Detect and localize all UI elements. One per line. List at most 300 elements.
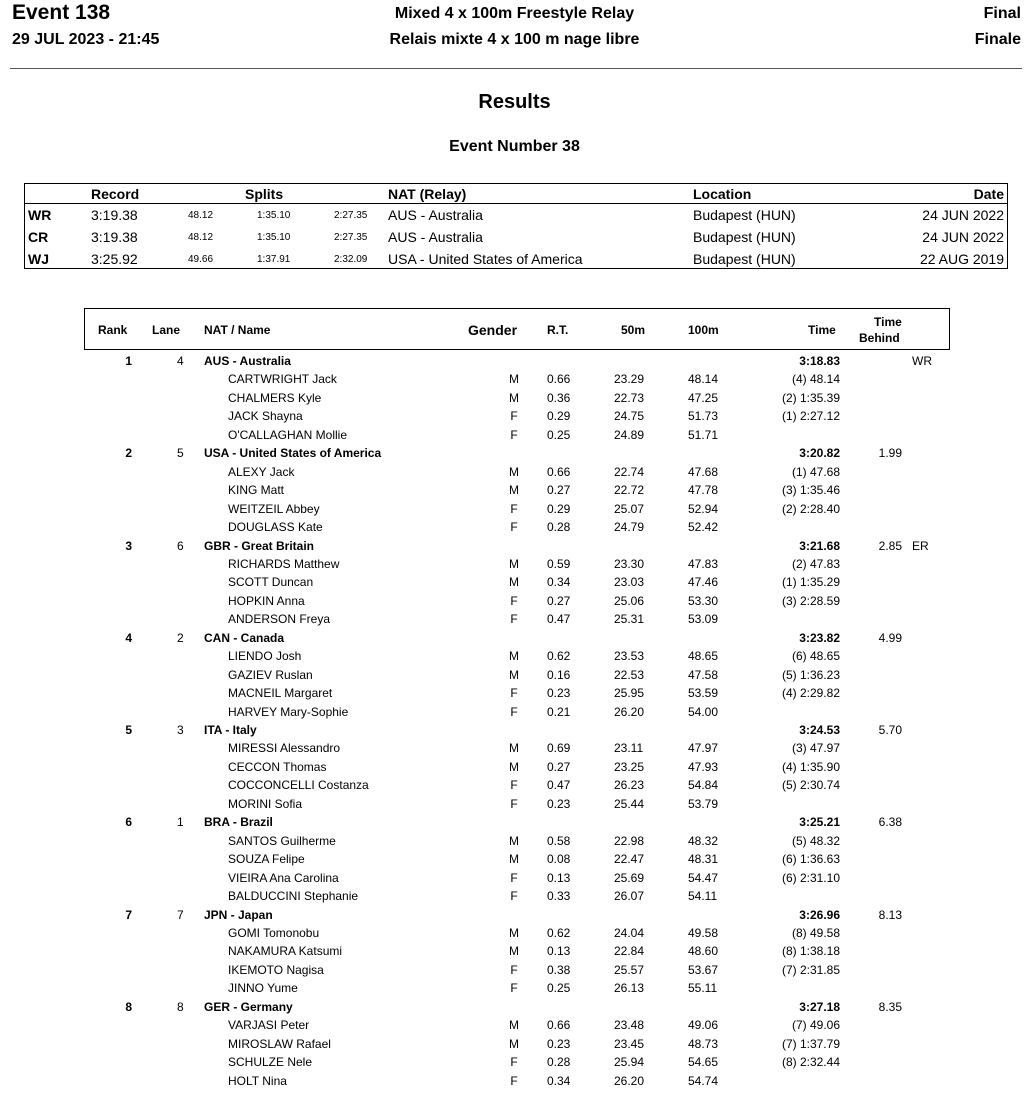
- swimmer-gender: F: [510, 501, 518, 516]
- team-name: GER - Germany: [204, 999, 293, 1014]
- swimmer-split-100m: 53.79: [688, 796, 719, 811]
- swimmer-split-50m: 22.84: [614, 944, 645, 959]
- swimmer-cumulative-time: (3) 2:28.59: [781, 593, 840, 608]
- record-split-2: 1:37.91: [257, 254, 291, 265]
- swimmer-gender: F: [510, 686, 518, 701]
- swimmer-split-100m: 47.93: [688, 759, 719, 774]
- swimmer-gender: F: [510, 704, 518, 719]
- swimmer-name: KING Matt: [228, 483, 285, 498]
- swimmer-split-50m: 23.45: [614, 1036, 645, 1051]
- swimmer-split-50m: 22.74: [614, 464, 645, 479]
- swimmer-name: HARVEY Mary-Sophie: [228, 704, 349, 719]
- swimmer-row: [0, 850, 1029, 868]
- swimmer-name: GAZIEV Ruslan: [228, 667, 313, 682]
- swimmer-reaction-time: 0.58: [547, 833, 571, 848]
- swimmer-name: CECCON Thomas: [228, 759, 327, 774]
- col-lane: Lane: [152, 323, 181, 337]
- swimmer-row: [0, 832, 1029, 850]
- record-time: 3:19.38: [91, 207, 138, 223]
- record-split-1: 49.66: [188, 254, 214, 265]
- swimmer-gender: F: [510, 1073, 518, 1088]
- swimmer-split-50m: 24.79: [614, 520, 645, 535]
- swimmer-name: CARTWRIGHT Jack: [228, 372, 337, 387]
- swimmer-reaction-time: 0.27: [547, 593, 571, 608]
- swimmer-split-50m: 25.31: [614, 612, 645, 627]
- swimmer-reaction-time: 0.25: [547, 981, 571, 996]
- swimmer-split-50m: 26.20: [614, 1073, 645, 1088]
- swimmer-gender: M: [509, 483, 519, 498]
- swimmer-gender: M: [509, 667, 519, 682]
- team-lane: 8: [177, 999, 184, 1014]
- swimmer-split-100m: 54.00: [688, 704, 719, 719]
- swimmer-cumulative-time: (7) 1:37.79: [781, 1036, 840, 1051]
- swimmer-name: CHALMERS Kyle: [228, 390, 322, 405]
- record-split-1: 48.12: [188, 210, 214, 221]
- swimmer-gender: M: [509, 464, 519, 479]
- swimmer-split-50m: 22.72: [614, 483, 645, 498]
- swimmer-row: [0, 758, 1029, 776]
- swimmer-row: [0, 481, 1029, 499]
- swimmer-name: COCCONCELLI Costanza: [228, 778, 369, 793]
- swimmer-cumulative-time: (4) 48.14: [791, 372, 840, 387]
- swimmer-name: ALEXY Jack: [228, 464, 295, 479]
- records-table: [24, 183, 1008, 269]
- swimmer-row: [0, 961, 1029, 979]
- swimmer-row: [0, 463, 1029, 481]
- team-name: AUS - Australia: [204, 354, 291, 368]
- swimmer-name: BALDUCCINI Stephanie: [228, 889, 359, 904]
- team-rank: 1: [125, 354, 132, 368]
- swimmer-split-100m: 54.84: [688, 778, 719, 793]
- swimmer-name: SCHULZE Nele: [228, 1055, 313, 1070]
- swimmer-gender: M: [509, 759, 519, 774]
- swimmer-split-50m: 24.89: [614, 427, 645, 442]
- swimmer-reaction-time: 0.16: [547, 667, 571, 682]
- swimmer-gender: F: [510, 981, 518, 996]
- swimmer-cumulative-time: (2) 47.83: [791, 556, 840, 571]
- swimmer-split-100m: 51.73: [688, 409, 719, 424]
- record-time: 3:19.38: [91, 229, 138, 245]
- swimmer-row: [0, 555, 1029, 573]
- swimmer-split-50m: 22.53: [614, 667, 645, 682]
- swimmer-split-100m: 53.59: [688, 686, 719, 701]
- phase-en: Final: [983, 5, 1021, 22]
- team-time-behind: 1.99: [878, 446, 902, 461]
- team-row: [0, 444, 1029, 462]
- team-lane: 5: [177, 446, 184, 461]
- header-divider: [10, 68, 1022, 69]
- team-time: 3:27.18: [799, 999, 840, 1014]
- swimmer-cumulative-time: (2) 2:28.40: [781, 501, 840, 516]
- swimmer-split-50m: 25.94: [614, 1055, 645, 1070]
- swimmer-split-50m: 24.04: [614, 925, 645, 940]
- swimmer-cumulative-time: (3) 47.97: [791, 741, 840, 756]
- swimmer-split-100m: 53.30: [688, 593, 719, 608]
- swimmer-name: ANDERSON Freya: [228, 612, 331, 627]
- event-title-en: Mixed 4 x 100m Freestyle Relay: [394, 5, 635, 22]
- swimmer-reaction-time: 0.47: [547, 778, 571, 793]
- record-date: 24 JUN 2022: [922, 207, 1004, 223]
- swimmer-split-50m: 23.53: [614, 649, 645, 664]
- swimmer-name: LIENDO Josh: [228, 649, 302, 664]
- swimmer-gender: F: [510, 1055, 518, 1070]
- col-100m: 100m: [688, 323, 719, 337]
- phase-fr: Finale: [974, 31, 1021, 48]
- event-datetime: 29 JUL 2023 - 21:45: [12, 31, 160, 48]
- col-nat-name: NAT / Name: [204, 323, 271, 337]
- team-rank: 7: [125, 907, 132, 922]
- swimmer-split-50m: 26.20: [614, 704, 645, 719]
- swimmer-cumulative-time: (4) 1:35.90: [781, 759, 840, 774]
- swimmer-gender: F: [510, 520, 518, 535]
- swimmer-split-100m: 53.09: [688, 612, 719, 627]
- swimmer-split-100m: 52.42: [688, 520, 719, 535]
- team-row: [0, 906, 1029, 924]
- swimmer-reaction-time: 0.36: [547, 390, 571, 405]
- team-lane: 7: [177, 907, 184, 922]
- swimmer-row: [0, 1072, 1029, 1090]
- swimmer-row: [0, 795, 1029, 813]
- swimmer-reaction-time: 0.33: [547, 889, 571, 904]
- col-50m: 50m: [621, 323, 646, 337]
- swimmer-gender: F: [510, 427, 518, 442]
- swimmer-name: MORINI Sofia: [228, 796, 303, 811]
- swimmer-gender: M: [509, 925, 519, 940]
- swimmer-reaction-time: 0.25: [547, 427, 571, 442]
- results-header: [84, 308, 950, 350]
- swimmer-split-100m: 54.11: [688, 889, 718, 904]
- swimmer-name: DOUGLASS Kate: [228, 520, 323, 535]
- swimmer-split-50m: 23.11: [614, 741, 644, 756]
- swimmer-row: [0, 518, 1029, 536]
- record-row: [25, 226, 1007, 248]
- swimmer-gender: M: [509, 944, 519, 959]
- swimmer-split-100m: 47.58: [688, 667, 719, 682]
- swimmer-row: [0, 592, 1029, 610]
- col-time: Time: [808, 323, 836, 337]
- swimmer-row: [0, 573, 1029, 591]
- record-split-3: 2:27.35: [334, 232, 368, 243]
- team-record-flag: ER: [912, 538, 929, 553]
- swimmer-row: [0, 370, 1029, 388]
- team-time: 3:21.68: [799, 538, 840, 553]
- swimmer-split-100m: 53.67: [688, 962, 719, 977]
- record-code: WJ: [28, 251, 49, 267]
- team-time-behind: 2.85: [878, 538, 902, 553]
- swimmer-reaction-time: 0.23: [547, 686, 571, 701]
- swimmer-gender: F: [510, 612, 518, 627]
- record-nat: AUS - Australia: [388, 207, 483, 223]
- swimmer-reaction-time: 0.13: [547, 870, 571, 885]
- swimmer-split-50m: 22.73: [614, 390, 645, 405]
- swimmer-split-50m: 25.69: [614, 870, 645, 885]
- swimmer-split-100m: 49.58: [688, 925, 719, 940]
- team-time: 3:23.82: [799, 630, 840, 645]
- swimmer-gender: F: [510, 778, 518, 793]
- swimmer-cumulative-time: (7) 2:31.85: [781, 962, 840, 977]
- swimmer-reaction-time: 0.27: [547, 483, 571, 498]
- swimmer-gender: F: [510, 409, 518, 424]
- swimmer-split-50m: 23.48: [614, 1018, 645, 1033]
- swimmer-row: [0, 407, 1029, 425]
- swimmer-split-50m: 23.30: [614, 556, 645, 571]
- event-title-fr: Relais mixte 4 x 100 m nage libre: [389, 31, 640, 48]
- swimmer-cumulative-time: (8) 1:38.18: [781, 944, 840, 959]
- swimmer-gender: M: [509, 575, 519, 590]
- swimmer-row: [0, 869, 1029, 887]
- swimmer-split-50m: 24.75: [614, 409, 645, 424]
- team-rank: 3: [125, 538, 132, 553]
- swimmer-cumulative-time: (2) 1:35.39: [781, 390, 840, 405]
- swimmer-split-100m: 47.78: [688, 483, 719, 498]
- records-header-record: Record: [91, 186, 140, 202]
- swimmer-reaction-time: 0.34: [547, 575, 571, 590]
- swimmer-split-100m: 48.32: [688, 833, 719, 848]
- swimmer-reaction-time: 0.47: [547, 612, 571, 627]
- record-split-3: 2:27.35: [334, 210, 368, 221]
- team-row: [0, 813, 1029, 831]
- record-split-2: 1:35.10: [257, 210, 291, 221]
- swimmer-reaction-time: 0.38: [547, 962, 571, 977]
- swimmer-name: GOMI Tomonobu: [228, 925, 320, 940]
- team-rank: 8: [125, 999, 132, 1014]
- swimmer-reaction-time: 0.66: [547, 372, 571, 387]
- event-number: Event Number 38: [449, 138, 580, 155]
- swimmer-reaction-time: 0.62: [547, 649, 571, 664]
- swimmer-split-100m: 47.68: [688, 464, 719, 479]
- team-name: JPN - Japan: [204, 907, 273, 922]
- swimmer-split-50m: 22.47: [614, 852, 645, 867]
- swimmer-reaction-time: 0.29: [547, 409, 571, 424]
- team-time-behind: 5.70: [878, 723, 902, 737]
- records-header-nat: NAT (Relay): [388, 186, 467, 202]
- team-time-behind: 8.35: [878, 999, 902, 1014]
- swimmer-cumulative-time: (1) 47.68: [791, 464, 840, 479]
- record-row: [25, 204, 1007, 226]
- team-time: 3:25.21: [799, 815, 840, 830]
- swimmer-name: NAKAMURA Katsumi: [228, 944, 343, 959]
- team-name: CAN - Canada: [204, 630, 285, 645]
- swimmer-split-100m: 48.60: [688, 944, 719, 959]
- swimmer-row: [0, 500, 1029, 518]
- swimmer-cumulative-time: (5) 1:36.23: [781, 667, 840, 682]
- swimmer-split-50m: 25.44: [614, 796, 645, 811]
- swimmer-split-50m: 25.95: [614, 686, 645, 701]
- swimmer-name: RICHARDS Matthew: [228, 556, 340, 571]
- team-name: USA - United States of America: [204, 446, 382, 461]
- swimmer-split-50m: 26.07: [614, 889, 645, 904]
- swimmer-split-100m: 54.65: [688, 1055, 719, 1070]
- swimmer-gender: M: [509, 852, 519, 867]
- swimmer-reaction-time: 0.27: [547, 759, 571, 774]
- record-location: Budapest (HUN): [693, 207, 796, 223]
- swimmer-reaction-time: 0.23: [547, 796, 571, 811]
- swimmer-split-50m: 23.29: [614, 372, 645, 387]
- swimmer-row: [0, 776, 1029, 794]
- swimmer-name: SOUZA Felipe: [228, 852, 305, 867]
- swimmer-row: [0, 426, 1029, 444]
- swimmer-row: [0, 924, 1029, 942]
- swimmer-cumulative-time: (1) 1:35.29: [781, 575, 840, 590]
- swimmer-cumulative-time: (6) 48.65: [791, 649, 840, 664]
- team-rank: 2: [125, 446, 132, 461]
- record-date: 24 JUN 2022: [922, 229, 1004, 245]
- team-name: ITA - Italy: [204, 723, 257, 737]
- swimmer-row: [0, 887, 1029, 905]
- team-time: 3:26.96: [799, 907, 840, 922]
- record-split-2: 1:35.10: [257, 232, 291, 243]
- section-title: Results: [478, 91, 551, 113]
- team-row: [0, 721, 1029, 739]
- swimmer-reaction-time: 0.13: [547, 944, 571, 959]
- team-row: [0, 537, 1029, 555]
- swimmer-split-100m: 48.14: [688, 372, 719, 387]
- swimmer-reaction-time: 0.28: [547, 1055, 571, 1070]
- swimmer-name: MIROSLAW Rafael: [228, 1036, 331, 1051]
- swimmer-reaction-time: 0.66: [547, 1018, 571, 1033]
- swimmer-row: [0, 739, 1029, 757]
- team-lane: 1: [177, 815, 184, 830]
- swimmer-reaction-time: 0.21: [547, 704, 571, 719]
- swimmer-cumulative-time: (8) 2:32.44: [781, 1055, 840, 1070]
- record-date: 22 AUG 2019: [919, 251, 1004, 267]
- record-nat: USA - United States of America: [388, 251, 583, 267]
- swimmer-split-100m: 54.47: [688, 870, 719, 885]
- swimmer-split-50m: 22.98: [614, 833, 645, 848]
- swimmer-gender: M: [509, 833, 519, 848]
- swimmer-gender: M: [509, 372, 519, 387]
- col-behind-line2: Behind: [859, 331, 900, 345]
- page-header: [0, 0, 1029, 70]
- swimmer-cumulative-time: (7) 49.06: [791, 1018, 840, 1033]
- records-header-splits: Splits: [245, 186, 284, 202]
- team-time: 3:20.82: [799, 446, 840, 461]
- swimmer-split-50m: 25.57: [614, 962, 645, 977]
- swimmer-cumulative-time: (5) 2:30.74: [781, 778, 840, 793]
- swimmer-cumulative-time: (5) 48.32: [791, 833, 840, 848]
- swimmer-gender: F: [510, 796, 518, 811]
- event-label: Event 138: [12, 1, 111, 24]
- team-name: BRA - Brazil: [204, 815, 273, 830]
- swimmer-split-50m: 23.03: [614, 575, 645, 590]
- record-split-3: 2:32.09: [334, 254, 368, 265]
- swimmer-split-100m: 49.06: [688, 1018, 719, 1033]
- swimmer-name: WEITZEIL Abbey: [228, 501, 320, 516]
- swimmer-gender: M: [509, 1036, 519, 1051]
- swimmer-row: [0, 647, 1029, 665]
- team-time-behind: 8.13: [878, 907, 902, 922]
- swimmer-split-100m: 48.73: [688, 1036, 719, 1051]
- records-header-date: Date: [973, 186, 1004, 202]
- record-split-1: 48.12: [188, 232, 214, 243]
- swimmer-split-50m: 23.25: [614, 759, 645, 774]
- team-row: [0, 629, 1029, 647]
- swimmer-cumulative-time: (3) 1:35.46: [781, 483, 840, 498]
- team-time-behind: 4.99: [878, 630, 902, 645]
- team-lane: 3: [177, 723, 184, 737]
- record-time: 3:25.92: [91, 251, 138, 267]
- team-rank: 5: [125, 723, 132, 737]
- swimmer-name: MACNEIL Margaret: [228, 686, 333, 701]
- swimmer-reaction-time: 0.29: [547, 501, 571, 516]
- swimmer-row: [0, 389, 1029, 407]
- team-record-flag: WR: [912, 354, 932, 368]
- swimmer-gender: M: [509, 741, 519, 756]
- team-name: GBR - Great Britain: [204, 538, 315, 553]
- swimmer-name: MIRESSI Alessandro: [228, 741, 341, 756]
- swimmer-cumulative-time: (8) 49.58: [791, 925, 840, 940]
- swimmer-split-100m: 54.74: [688, 1073, 719, 1088]
- swimmer-name: IKEMOTO Nagisa: [228, 962, 324, 977]
- swimmer-reaction-time: 0.08: [547, 852, 571, 867]
- team-time: 3:24.53: [799, 723, 840, 737]
- record-code: CR: [28, 229, 49, 245]
- swimmer-split-100m: 47.83: [688, 556, 719, 571]
- col-rank: Rank: [98, 323, 128, 337]
- swimmer-name: O'CALLAGHAN Mollie: [228, 427, 347, 442]
- col-gender: Gender: [468, 322, 518, 338]
- records-header-location: Location: [693, 186, 752, 202]
- swimmer-split-100m: 47.46: [688, 575, 719, 590]
- swimmer-reaction-time: 0.59: [547, 556, 571, 571]
- records-header: [25, 184, 1007, 204]
- swimmer-name: JINNO Yume: [228, 981, 298, 996]
- swimmer-gender: F: [510, 962, 518, 977]
- col-behind-line1: Time: [874, 315, 902, 329]
- swimmer-reaction-time: 0.23: [547, 1036, 571, 1051]
- record-nat: AUS - Australia: [388, 229, 483, 245]
- swimmer-row: [0, 1035, 1029, 1053]
- team-row: [0, 998, 1029, 1016]
- swimmer-row: [0, 666, 1029, 684]
- swimmer-gender: M: [509, 556, 519, 571]
- swimmer-split-50m: 26.23: [614, 778, 645, 793]
- swimmer-row: [0, 1053, 1029, 1071]
- swimmer-cumulative-time: (6) 1:36.63: [781, 852, 840, 867]
- swimmer-name: HOLT Nina: [228, 1073, 287, 1088]
- swimmer-reaction-time: 0.34: [547, 1073, 571, 1088]
- swimmer-row: [0, 942, 1029, 960]
- swimmer-gender: F: [510, 870, 518, 885]
- team-rank: 4: [125, 630, 132, 645]
- swimmer-row: [0, 1016, 1029, 1034]
- swimmer-row: [0, 703, 1029, 721]
- record-location: Budapest (HUN): [693, 229, 796, 245]
- col-rt: R.T.: [547, 323, 569, 337]
- swimmer-split-100m: 48.31: [688, 852, 719, 867]
- swimmer-gender: M: [509, 649, 519, 664]
- swimmer-row: [0, 610, 1029, 628]
- team-time: 3:18.83: [799, 354, 840, 368]
- swimmer-cumulative-time: (6) 2:31.10: [781, 870, 840, 885]
- swimmer-gender: F: [510, 889, 518, 904]
- swimmer-reaction-time: 0.62: [547, 925, 571, 940]
- swimmer-split-50m: 25.06: [614, 593, 645, 608]
- swimmer-split-100m: 55.11: [688, 981, 718, 996]
- record-location: Budapest (HUN): [693, 251, 796, 267]
- swimmer-reaction-time: 0.66: [547, 464, 571, 479]
- swimmer-split-100m: 48.65: [688, 649, 719, 664]
- team-row: [0, 352, 1029, 370]
- swimmer-name: HOPKIN Anna: [228, 593, 305, 608]
- team-lane: 6: [177, 538, 184, 553]
- swimmer-split-100m: 47.97: [688, 741, 719, 756]
- swimmer-split-50m: 25.07: [614, 501, 645, 516]
- swimmer-gender: M: [509, 390, 519, 405]
- swimmer-name: VIEIRA Ana Carolina: [228, 870, 339, 885]
- team-lane: 2: [177, 630, 184, 645]
- swimmer-row: [0, 684, 1029, 702]
